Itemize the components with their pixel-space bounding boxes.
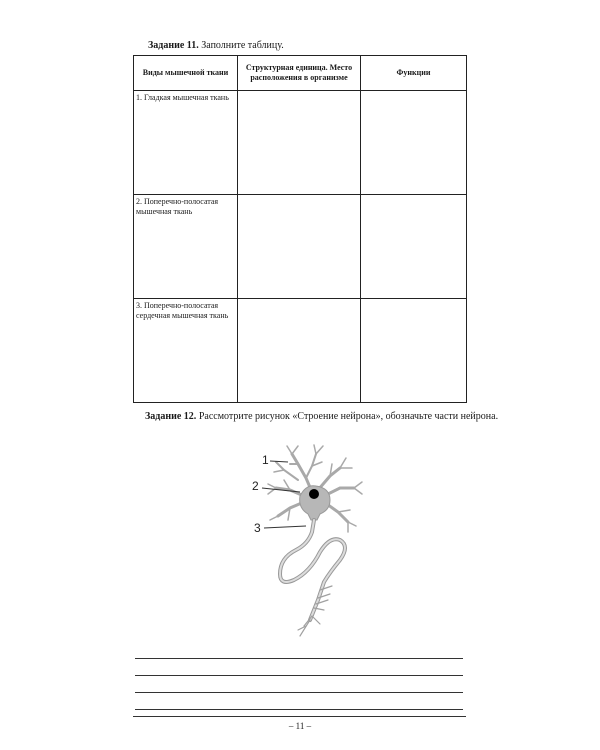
tissue-type-cell: 1. Гладкая мышечная ткань bbox=[134, 91, 238, 195]
footer-rule bbox=[133, 716, 466, 717]
unit-answer-cell[interactable] bbox=[238, 299, 361, 403]
answer-line[interactable] bbox=[135, 675, 463, 676]
neuron-diagram bbox=[240, 440, 370, 640]
unit-answer-cell[interactable] bbox=[238, 91, 361, 195]
answer-line[interactable] bbox=[135, 692, 463, 693]
tissue-type-cell: 2. Поперечно-полосатая мышечная ткань bbox=[134, 195, 238, 299]
task-12-heading bbox=[145, 411, 498, 422]
answer-line[interactable] bbox=[135, 709, 463, 710]
label-2: 2 bbox=[252, 479, 259, 493]
unit-answer-cell[interactable] bbox=[238, 195, 361, 299]
tissue-type-cell: 3. Поперечно-полосатая сердечная мышечная ткань bbox=[134, 299, 238, 403]
column-header-functions: Функции bbox=[361, 56, 467, 91]
label-3: 3 bbox=[254, 521, 261, 535]
column-header-type: Виды мышечной ткани bbox=[134, 56, 238, 91]
task-11-text: Заполните таблицу. bbox=[201, 40, 284, 51]
task-11-label: Задание 11. bbox=[148, 40, 199, 51]
task-11-heading bbox=[148, 40, 284, 51]
label-1: 1 bbox=[262, 453, 269, 467]
axon bbox=[280, 520, 345, 620]
functions-answer-cell[interactable] bbox=[361, 299, 467, 403]
table-row bbox=[134, 299, 467, 403]
nucleus bbox=[309, 489, 319, 499]
table-row bbox=[134, 91, 467, 195]
muscle-tissue-table bbox=[133, 55, 467, 403]
task-12-text: Рассмотрите рисунок «Строение нейрона», обозначьте части нейрона. bbox=[198, 411, 499, 422]
answer-line[interactable] bbox=[135, 658, 463, 659]
page-number: – 11 – bbox=[288, 721, 312, 731]
column-header-unit: Структурная единица. Место расположения в организме bbox=[238, 56, 361, 91]
table-row bbox=[134, 195, 467, 299]
task-12-label: Задание 12. bbox=[145, 411, 197, 422]
functions-answer-cell[interactable] bbox=[361, 195, 467, 299]
functions-answer-cell[interactable] bbox=[361, 91, 467, 195]
table-header-row bbox=[134, 56, 467, 91]
